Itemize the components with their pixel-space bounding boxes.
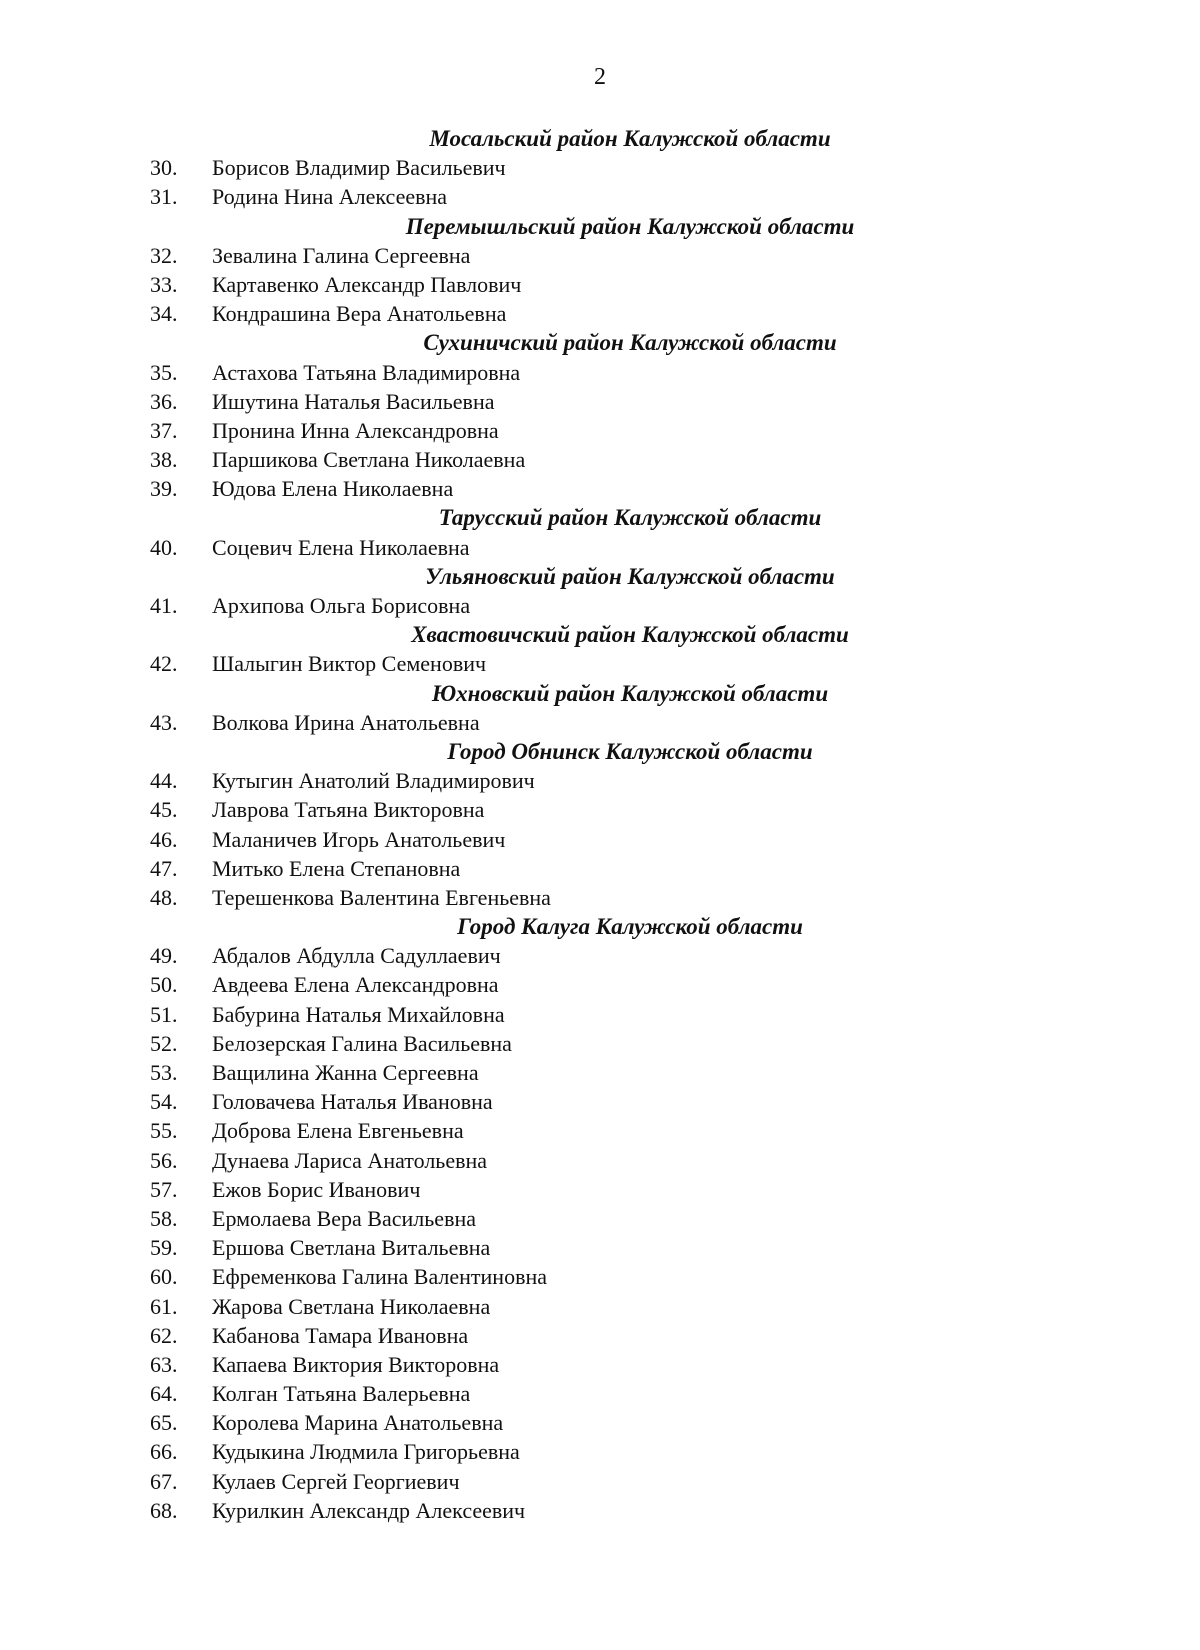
item-number: 56. xyxy=(150,1147,178,1173)
item-number: 66. xyxy=(150,1439,178,1465)
list-item xyxy=(0,591,1200,620)
list-item xyxy=(0,795,1200,824)
list-item xyxy=(0,1233,1200,1262)
list-item xyxy=(0,1000,1200,1029)
person-name: Доброва Елена Евгеньевна xyxy=(212,1118,464,1144)
person-name: Кондрашина Вера Анатольевна xyxy=(212,301,507,327)
person-name: Ежов Борис Иванович xyxy=(212,1176,421,1202)
person-name: Родина Нина Алексеевна xyxy=(212,184,448,210)
section-heading: Тарусский район Калужской области xyxy=(438,505,822,531)
person-name: Ершова Светлана Витальевна xyxy=(212,1235,491,1261)
item-number: 49. xyxy=(150,943,178,969)
person-name: Кудыкина Людмила Григорьевна xyxy=(212,1439,520,1465)
list-item xyxy=(0,1437,1200,1466)
list-item xyxy=(0,182,1200,211)
list-item xyxy=(0,1496,1200,1525)
item-number: 32. xyxy=(150,242,178,268)
list-item xyxy=(0,1116,1200,1145)
list-item xyxy=(0,1058,1200,1087)
list-item xyxy=(0,825,1200,854)
list-item xyxy=(0,416,1200,445)
list-item xyxy=(0,941,1200,970)
item-number: 47. xyxy=(150,855,178,881)
page-number: 2 xyxy=(594,64,606,90)
person-name: Абдалов Абдулла Садуллаевич xyxy=(212,943,501,969)
list-item xyxy=(0,270,1200,299)
person-name: Паршикова Светлана Николаевна xyxy=(212,447,526,473)
person-name: Ермолаева Вера Васильевна xyxy=(212,1205,476,1231)
person-name: Маланичев Игорь Анатольевич xyxy=(212,826,506,852)
item-number: 68. xyxy=(150,1497,178,1523)
person-name: Бабурина Наталья Михайловна xyxy=(212,1001,505,1027)
list-item xyxy=(0,1292,1200,1321)
person-name: Соцевич Елена Николаевна xyxy=(212,534,470,560)
person-name: Терешенкова Валентина Евгеньевна xyxy=(212,884,551,910)
item-number: 57. xyxy=(150,1176,178,1202)
person-name: Колган Татьяна Валерьевна xyxy=(212,1381,471,1407)
list-item xyxy=(0,708,1200,737)
list-item xyxy=(0,445,1200,474)
person-name: Зевалина Галина Сергеевна xyxy=(212,242,471,268)
person-name: Ващилина Жанна Сергеевна xyxy=(212,1060,479,1085)
item-number: 35. xyxy=(150,359,178,385)
list-item xyxy=(0,474,1200,503)
item-number: 41. xyxy=(150,593,178,618)
person-name: Королева Марина Анатольевна xyxy=(212,1410,504,1436)
list-item xyxy=(0,1379,1200,1408)
person-name: Головачева Наталья Ивановна xyxy=(212,1089,493,1115)
item-number: 46. xyxy=(150,826,178,852)
person-name: Юдова Елена Николаевна xyxy=(212,476,454,502)
person-name: Ефременкова Галина Валентиновна xyxy=(212,1264,548,1290)
item-number: 39. xyxy=(150,476,178,502)
item-number: 34. xyxy=(150,301,178,327)
list-item xyxy=(0,1321,1200,1350)
list-item xyxy=(0,533,1200,562)
section-heading: Ульяновский район Калужской области xyxy=(425,563,835,589)
person-name: Пронина Инна Александровна xyxy=(212,417,499,443)
item-number: 64. xyxy=(150,1381,178,1407)
person-name: Кулаев Сергей Георгиевич xyxy=(212,1468,460,1494)
list-item xyxy=(0,153,1200,182)
person-name: Шалыгин Виктор Семенович xyxy=(212,651,487,677)
person-name: Картавенко Александр Павлович xyxy=(212,271,522,297)
item-number: 45. xyxy=(150,797,178,823)
list-item xyxy=(0,1408,1200,1437)
item-number: 50. xyxy=(150,972,178,998)
list-item xyxy=(0,854,1200,883)
item-number: 67. xyxy=(150,1468,178,1494)
list-item xyxy=(0,299,1200,328)
item-number: 59. xyxy=(150,1235,178,1261)
item-number: 33. xyxy=(150,271,178,297)
item-number: 65. xyxy=(150,1410,178,1436)
item-number: 36. xyxy=(150,388,178,414)
item-number: 58. xyxy=(150,1205,178,1231)
item-number: 55. xyxy=(150,1118,178,1144)
list-item xyxy=(0,1350,1200,1379)
person-name: Лаврова Татьяна Викторовна xyxy=(212,797,485,823)
item-number: 40. xyxy=(150,534,178,560)
person-name: Ишутина Наталья Васильевна xyxy=(212,388,495,414)
list-item xyxy=(0,1467,1200,1496)
person-name: Митько Елена Степановна xyxy=(212,855,461,881)
list-item xyxy=(0,1029,1200,1058)
item-number: 63. xyxy=(150,1351,178,1377)
section-heading: Город Обнинск Калужской области xyxy=(447,738,813,764)
person-name: Дунаева Лариса Анатольевна xyxy=(212,1147,488,1173)
item-number: 62. xyxy=(150,1322,178,1348)
list-item xyxy=(0,387,1200,416)
person-name: Авдеева Елена Александровна xyxy=(212,972,499,998)
item-number: 53. xyxy=(150,1060,178,1085)
list-item xyxy=(0,649,1200,678)
person-name: Курилкин Александр Алексеевич xyxy=(212,1497,526,1523)
list-item xyxy=(0,1262,1200,1291)
item-number: 51. xyxy=(150,1001,178,1027)
person-name: Архипова Ольга Борисовна xyxy=(212,593,471,618)
list-item xyxy=(0,1204,1200,1233)
person-name: Астахова Татьяна Владимировна xyxy=(212,359,521,385)
item-number: 54. xyxy=(150,1089,178,1115)
item-number: 42. xyxy=(150,651,178,677)
section-heading: Перемышльский район Калужской области xyxy=(405,213,855,239)
list-item xyxy=(0,883,1200,912)
list-item xyxy=(0,1175,1200,1204)
list-item xyxy=(0,970,1200,999)
item-number: 37. xyxy=(150,417,178,443)
list-item xyxy=(0,358,1200,387)
person-name: Белозерская Галина Васильевна xyxy=(212,1030,512,1056)
item-number: 30. xyxy=(150,155,178,181)
item-number: 60. xyxy=(150,1264,178,1290)
item-number: 52. xyxy=(150,1030,178,1056)
list-item xyxy=(0,1087,1200,1116)
person-name: Кутыгин Анатолий Владимирович xyxy=(212,768,535,794)
section-heading: Юхновский район Калужской области xyxy=(431,680,829,706)
person-name: Кабанова Тамара Ивановна xyxy=(212,1322,469,1348)
item-number: 44. xyxy=(150,768,178,794)
section-heading: Сухиничский район Калужской области xyxy=(423,330,837,356)
list-item xyxy=(0,766,1200,795)
item-number: 48. xyxy=(150,884,178,910)
section-heading: Хвастовичский район Калужской области xyxy=(411,622,849,648)
person-name: Жарова Светлана Николаевна xyxy=(212,1293,491,1319)
person-name: Капаева Виктория Викторовна xyxy=(212,1351,500,1377)
list-item xyxy=(0,1146,1200,1175)
section-heading: Мосальский район Калужской области xyxy=(429,126,831,151)
person-name: Волкова Ирина Анатольевна xyxy=(212,709,480,735)
person-name: Борисов Владимир Васильевич xyxy=(212,155,506,181)
list-item xyxy=(0,241,1200,270)
section-heading: Город Калуга Калужской области xyxy=(457,914,803,940)
item-number: 31. xyxy=(150,184,178,210)
item-number: 61. xyxy=(150,1293,178,1319)
item-number: 43. xyxy=(150,709,178,735)
item-number: 38. xyxy=(150,447,178,473)
award-list xyxy=(0,124,1200,1525)
